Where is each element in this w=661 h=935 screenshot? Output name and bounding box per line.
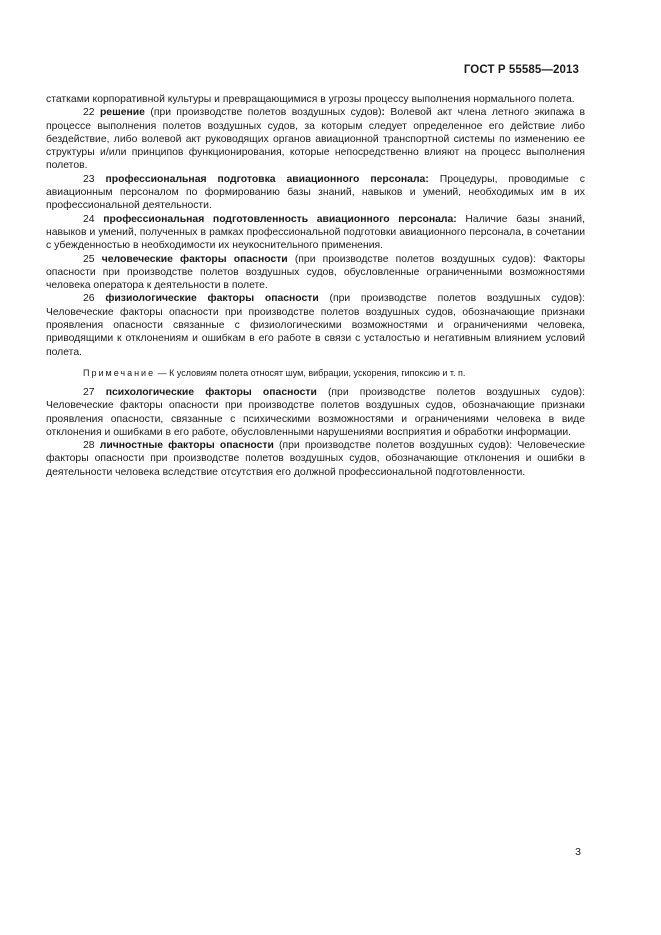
definition-qualifier: (при производстве полетов воздушных судов) [150,107,382,119]
definition-qualifier: (при производстве полетов воздушных судов) [294,253,533,265]
note-paragraph [46,367,585,379]
definition-27 [46,386,585,439]
definition-qualifier: (при производстве полетов воздушных судов) [329,293,583,305]
definition-23 [46,173,585,213]
definition-term: личностные факторы опасности [99,440,274,452]
page-number: 3 [575,846,581,858]
definition-colon: : [381,107,386,119]
continuation-paragraph: статками корпоративной культуры и превращающимися в угрозы процессу выполнения нормального полета. [46,94,575,105]
definition-term: физиологические факторы опасности [105,293,319,305]
definition-text: Процедуры, проводимые с авиационным персоналом по формированию базы знаний, навыков и умений, необходимых им в их профессиональной деятельности. [46,173,585,212]
definition-colon: : [582,386,585,398]
definition-24 [46,213,585,253]
definition-colon: : [582,293,586,305]
definition-text: Волевой акт члена летного экипажа в процессе выполнения полетов воздушных судов, за которым следует определенное его действие либо бездействие, либо волевой акт руководящих органов авиационной транспортной системы по изменению ее структуры и/или принципов функционирования, которые непосредственно влияют на процесс выполнения полетов. [46,107,586,172]
definition-term: профессиональная подготовка авиационного персонала: [105,173,429,185]
definition-qualifier: (при производстве полетов воздушных судов) [279,440,510,452]
definition-number: 24 [83,213,95,225]
definition-text: Факторы опасности при производстве полетов воздушных судов, обусловленные ограниченными возможностями человека оператора к деятельности в полете. [46,253,586,292]
definition-number: 26 [83,293,95,305]
definition-number: 23 [83,173,95,185]
definition-text: Человеческие факторы опасности при производстве полетов воздушных судов, обозначающие признаки проявления опасности связанные с физиологическими возможностями и ограничениями человека, приводящими к отклонениям и ошибкам в его работе в связи с усталостью и негативным влиянием условий полета. [46,306,585,358]
definition-number: 25 [83,253,95,265]
definition-qualifier: (при производстве полетов воздушных судов) [327,386,583,398]
document-body [46,93,585,479]
note-text: — К условиям полета относят шум, вибрации, ускорения, гипоксию и т. п. [157,367,466,378]
definition-number: 22 [83,107,95,119]
definition-25 [46,253,585,293]
definition-28 [46,439,585,479]
standard-header: ГОСТ Р 55585—2013 [463,64,579,76]
definition-term: человеческие факторы опасности [101,253,288,265]
definition-text: Человеческие факторы опасности при производстве полетов воздушных судов, обозначающие признаки проявления опасности, связанные с психическими возможностями и ограничениями человека в виде отклонения и ошибками в его работе, обусловленными нарушениями восприятия и обработки информации. [46,400,585,438]
definition-colon: : [509,440,513,452]
definition-term: профессиональная подготовленность авиационного персонала: [103,213,457,225]
note-label: Примечание [83,367,156,378]
definition-text: Человеческие факторы опасности при производстве полетов воздушных судов, обозначающие отклонения и ошибки в деятельности человека вследствие отсутствия его должной профессиональной подготовленности. [46,440,585,478]
definition-26 [46,292,585,358]
definition-number: 28 [83,440,95,452]
definition-text: Наличие базы знаний, навыков и умений, полученных в рамках профессиональной подготовки авиационного персонала, в сочетании с убежденностью в необходимости их неукоснительного применения. [46,213,586,252]
definition-term: психологические факторы опасности [105,386,317,398]
definition-colon: : [533,253,536,265]
definition-number: 27 [83,386,95,398]
definition-22 [46,106,585,172]
definition-term: решение [99,107,145,119]
